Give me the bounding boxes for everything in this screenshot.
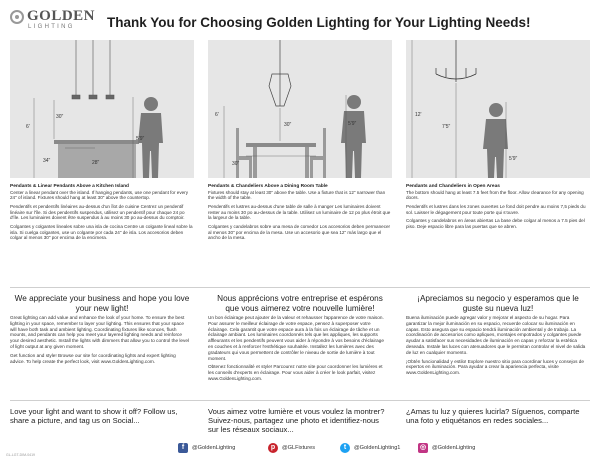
instagram-icon: ◎ (419, 444, 427, 451)
share-prompt-es: ¿Amas tu luz y quieres lucirla? Síguenos, comparte una foto y etiquétanos en redes sociales... (406, 407, 580, 426)
dim-label: 34" (43, 158, 51, 164)
twitter-icon: t (340, 443, 350, 453)
spanish-body (406, 315, 586, 379)
open-area-caption (406, 183, 590, 233)
section-divider (10, 287, 590, 288)
english-heading: We appreciate your business and hope you love your new light! (14, 294, 190, 313)
facebook-icon: f (178, 443, 188, 453)
dim-label: 7'5" (442, 124, 451, 130)
caption-text-es: Colgantes y colgantes lineales sobre una isla de cocina Centre un colgante lineal sobre la isla. Si cuelga colgantes, use un colgante por cada 24" de isla. Los accesorios deben colgar al menos 30" por encima de la encimera. (10, 223, 193, 241)
dining-table-caption (208, 183, 392, 244)
dim-label: 5'9" (136, 136, 145, 142)
caption-title: Pendants & Linear Pendants Above a Kitchen Island (10, 184, 129, 189)
social-handle: @GoldenLighting1 (354, 445, 401, 451)
body-paragraph: Great lighting can add value and enhance the look of your home. To ensure the best lighting in your space, remember to layer your lighting. This ensures that your space will have both task and ambient lighting. Coordinating fixtures like sconces, flush mounts, and pendants can help you meet your layered lighting needs and reinforce your desired aesthetic. Install the lights with dimmers that allow you to control the level of light output at any given moment. (10, 315, 189, 349)
document-code: GL-LGT-DIM-0419 (6, 453, 35, 457)
social-instagram[interactable] (418, 442, 475, 454)
logo-mark-icon (10, 10, 24, 24)
french-body (208, 315, 388, 385)
open-area-diagram (406, 40, 590, 178)
caption-text: Fixtures should stay at least 30" above the table. Use a fixture that is 12" narrower than the width of the table. (208, 189, 386, 201)
social-handle: @GLFixtures (282, 445, 316, 451)
brand-sub: LIGHTING (28, 24, 75, 30)
section-divider (10, 400, 590, 401)
dim-label: 30" (56, 114, 64, 120)
body-paragraph: Obtenez fonctionnalité et style! Parcourez notre site pour coordonner les lumières et les conseils d'experts en éclairage. Pour vous aider à créer le look parfait, visitez www.GoldenLighting.com. (208, 364, 383, 381)
caption-text-es: Colgantes y candelabros en áreas abiertas La base debe colgar al menos a 7.5 pies del piso. Deje espacio libre para las puertas que se abren. (406, 218, 585, 229)
dim-label: 6' (215, 112, 219, 118)
caption-text-fr: Pendentifs et pendentifs linéaires au-dessus d'un îlot de cuisine Centrez un pendentif linéaire sur l'île. Si des pendentifs suspendus, utilisez un pendentif pour chaque 24 po d'île. Les luminaires doivent être suspendus à au moins 30 po au-dessus du comptoir. (10, 203, 185, 221)
body-paragraph: Get function and style! Browse our site for coordinating lights and expert lighting advice. To help create the perfect look, visit www.GoldenLighting.com. (10, 352, 176, 364)
caption-text-fr: Pendentifs et lustres au-dessus d'une table de salle à manger Les luminaires doivent rester au moins 30 po au-dessus de la table. Utilisez un luminaire de 12 po plus étroit que la largeur de la table. (208, 203, 391, 221)
body-paragraph: Buena iluminación puede agregar valor y mejorar el aspecto de su hogar. Para garantizar la mejor iluminación en su espacio, recuerde colocar su iluminación en capas. Esto asegura que su espacio tendrá iluminación ambiental y de trabajo. La coordinación de accesorios como apliques, montajes empotrados y colgantes puede ayudar a satisfacer sus necesidades de iluminación en capas y reforzar la estética deseada. Instale las luces con atenuadores que le permitan controlar el nivel de salida de luz en cualquier momento. (406, 315, 586, 355)
body-paragraph: ¡Obtén funcionalidad y estilo! Explore nuestro sitio para coordinar luces y consejos de expertos en iluminación. Para ayudar a crear la apariencia perfecta, visite www.GoldenLighting.com. (406, 358, 584, 376)
caption-title: Pendants and Chandeliers in Open Areas (406, 184, 500, 189)
caption-title: Pendants & Chandeliers Above a Dining Room Table (208, 184, 328, 189)
dim-label: 30" (284, 122, 292, 128)
dim-label: 5'9" (509, 156, 518, 162)
caption-text-fr: Pendentifs et lustres dans les zones ouvertes Le fond doit pendre au moins 7,5 pieds du sol. Laisser le dégagement pour toute porte qui s'ouvre. (406, 203, 586, 215)
spanish-heading: ¡Apreciamos su negocio y esperamos que le guste su nueva luz! (417, 294, 579, 313)
social-facebook[interactable] (178, 442, 235, 454)
dim-label: 28" (92, 160, 100, 166)
pinterest-icon: p (268, 443, 278, 453)
social-twitter[interactable] (340, 442, 400, 454)
social-pinterest[interactable] (268, 442, 315, 454)
kitchen-island-diagram (10, 40, 194, 178)
brand-logo (10, 8, 96, 35)
kitchen-island-caption (10, 183, 194, 244)
social-handle: @GoldenLighting (432, 445, 476, 451)
dim-label: 5'9" (348, 121, 357, 127)
dining-table-diagram (208, 40, 392, 178)
dim-label: 30" (232, 161, 240, 167)
dim-label: 12' (415, 112, 422, 118)
caption-text: Center a linear pendant over the island. If hanging pendants, use one pendant for every 24" of island. Fixtures should hang at least 30" above the countertop. (10, 189, 189, 201)
french-heading: Nous apprécions votre entreprise et espérons que vous aimerez votre nouvelle lumière! (217, 294, 383, 313)
english-body (10, 315, 190, 367)
dim-label: 6' (26, 124, 30, 130)
caption-text: The bottom should hang at least 7.5 feet from the floor. Allow clearance for any opening doors. (406, 189, 584, 201)
body-paragraph: Un bon éclairage peut ajouter de la valeur et rehausser l'apparence de votre maison. Pour assurer le meilleur éclairage de votre espace, pensez à superposer votre éclairage. Cela garantit que votre espace aura à la fois un éclairage de tâche et un éclairage ambiant. Les luminaires coordonnés tels que les appliques, les supports affleurants et les pendentifs peuvent vous aider à répondre à vos besoins d'éclairage en couches et à renforcer l'esthétique souhaitée. Installez les lumières avec des gradateurs qui vous permettent de contrôler le niveau de sortie de lumière à tout moment. (208, 315, 384, 361)
caption-text-es: Colgantes y candelabros sobre una mesa de comedor Los accesorios deben permanecer al menos 30" por encima de la mesa. Use un accesorio que sea 12" más largo que el ancho de la mesa. (208, 223, 391, 241)
page-title: Thank You for Choosing Golden Lighting for Your Lighting Needs! (107, 15, 531, 30)
share-prompt-fr: Vous aimez votre lumière et vous voulez la montrer? Suivez-nous, partagez une photo et identifiez-nous sur les réseaux sociaux... (208, 407, 385, 435)
brand-name: GOLDEN (27, 8, 96, 24)
social-handle: @GoldenLighting (192, 445, 236, 451)
share-prompt-en: Love your light and want to show it off? Follow us, share a picture, and tag us on Social... (10, 407, 178, 426)
